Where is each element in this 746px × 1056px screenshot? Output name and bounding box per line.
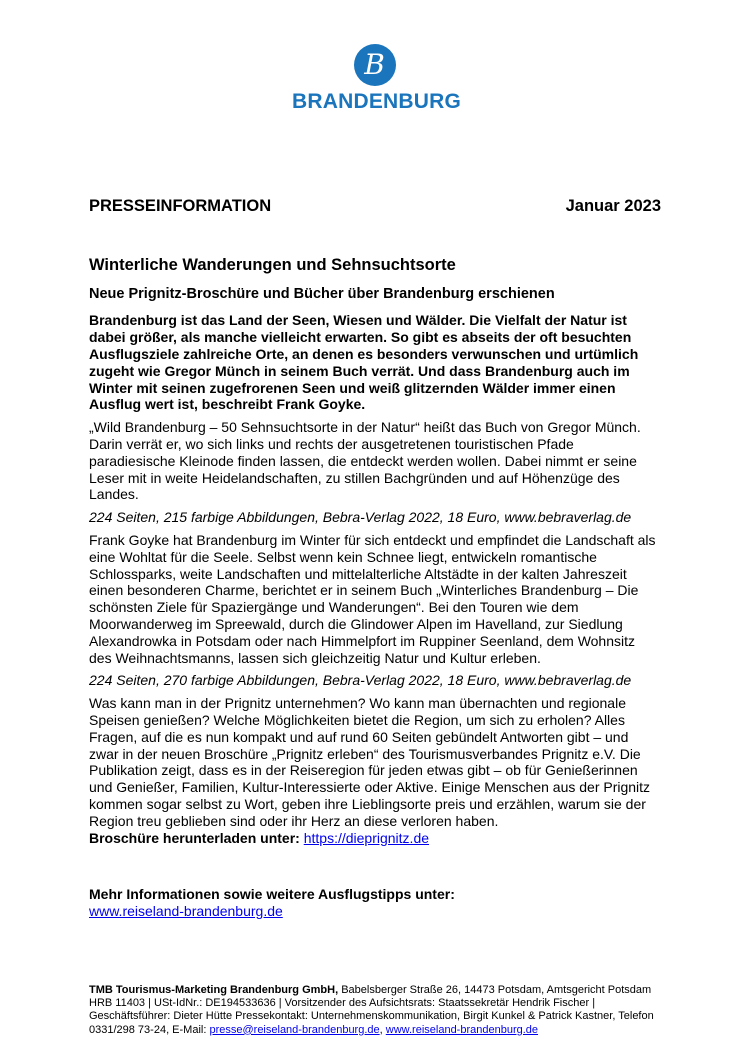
footer-website-link[interactable]: www.reiseland-brandenburg.de [385, 1023, 539, 1036]
logo-wordmark: BRANDENBURG [292, 90, 462, 113]
page-title: Winterliche Wanderungen und Sehnsuchtsorte [89, 255, 456, 274]
document-header [89, 198, 661, 215]
book-meta-1: 224 Seiten, 215 farbige Abbildungen, Bebra-Verlag 2022, 18 Euro, www.bebraverlag.de [89, 509, 632, 526]
footer [89, 984, 669, 1037]
footer-separator: , [379, 1023, 386, 1036]
page-subtitle: Neue Prignitz-Broschüre und Bücher über Brandenburg erschienen [89, 285, 555, 302]
download-colon: : [295, 829, 304, 846]
more-info-link[interactable]: www.reiseland-brandenburg.de [89, 903, 283, 920]
lead-paragraph: Brandenburg ist das Land der Seen, Wiesen und Wälder. Die Vielfalt der Natur ist dabei größer, als manche vielleicht erwarten. So gibt es abseits der oft besuchten Ausflugsziele zahlreiche Orte, an denen es besonders verwunschen und urtümlich zugeht wie Gregor Münch in seinem Buch verrät. Und dass Brandenburg auch im Winter mit seinen zugefrorenen Seen und weiß glitzernden Wälder immer einen Ausflug wert ist, beschreibt Frank Goyke. [89, 312, 639, 413]
document-date: Januar 2023 [565, 197, 661, 215]
logo-monogram-icon: B [354, 44, 396, 86]
footer-text: Babelsberger Straße 26, 14473 Potsdam, Amtsgericht Potsdam HRB 11403 | USt-IdNr.: DE194533636 | Vorsitzender des Aufsichtsrats: Staatssekretär Hendrik Fischer | Geschäftsführer: Dieter Hütte Pressekontakt: Unternehmenskommunikation, Birgit Kunkel & Patrick Kastner, Telefon 0331/298 73-24, E-Mail: [89, 984, 654, 1036]
footer-company: TMB Tourismus-Marketing Brandenburg GmbH, [89, 984, 339, 996]
download-link[interactable]: https://dieprignitz.de [303, 829, 430, 846]
document-type: PRESSEINFORMATION [89, 197, 272, 215]
brandenburg-logo [292, 44, 462, 114]
download-line [89, 830, 661, 847]
paragraph-wild-brandenburg: „Wild Brandenburg – 50 Sehnsuchtsorte in der Natur“ heißt das Buch von Gregor Münch. Darin verrät er, wo sich links und rechts der ausgetretenen touristischen Pfade paradiesische Kleinode finden lassen, die entdeckt werden wollen. Dabei nimmt er seine Leser mit in weite Heidelandschaften, zu stillen Bachgründen und auf Höhenzüge des Landes. [89, 419, 641, 503]
press-release-body [89, 198, 661, 920]
paragraph-prignitz: Was kann man in der Prignitz unternehmen? Wo kann man übernachten und regionale Speisen genießen? Welche Möglichkeiten bietet die Region, um sich zu erholen? Alles Fragen, auf die es nun kompakt und auf rund 60 Seiten gebündelt Antworten gibt – und zwar in der neuen Broschüre „Prignitz erleben“ des Tourismusverbandes Prignitz e.V. Die Publikation zeigt, dass es in der Reiseregion für jeden etwas gibt – ob für Genießerinnen und Genießer, Familien, Kultur-Interessierte oder Aktive. Einige Menschen aus der Prignitz kommen sogar selbst zu Wort, geben ihre Lieblingsorte preis und erzählen, warum sie der Region treu geblieben sind oder ihr Herz an diese verloren haben. [89, 695, 651, 829]
download-label: Broschüre herunterladen unter [89, 829, 296, 846]
more-info-label: Mehr Informationen sowie weitere Ausflugstipps unter: [89, 886, 455, 903]
paragraph-winterliches-brandenburg: Frank Goyke hat Brandenburg im Winter für sich entdeckt und empfindet die Landschaft als eine Wohltat für die Seele. Selbst wenn kein Schnee liegt, entwickeln romantische Schlossparks, weite Landschaften und mittelalterliche Altstädte in der kalten Jahreszeit einen besonderen Charme, berichtet er in seinem Buch „Winterliches Brandenburg – Die schönsten Ziele für Spaziergänge und Wanderungen“. Bei den Touren wie dem Moorwanderweg im Spreewald, durch die Glindower Alpen im Havelland, zur Siedlung Alexandrowka in Potsdam oder nach Himmelpfort im Ruppiner Seenland, dem Wohnsitz des Weihnachtsmanns, lassen sich gleichzeitig Natur und Kultur erleben. [89, 531, 656, 666]
footer-email-link[interactable]: presse@reiseland-brandenburg.de [209, 1023, 380, 1036]
book-meta-2: 224 Seiten, 270 farbige Abbildungen, Bebra-Verlag 2022, 18 Euro, www.bebraverlag.de [89, 672, 632, 689]
